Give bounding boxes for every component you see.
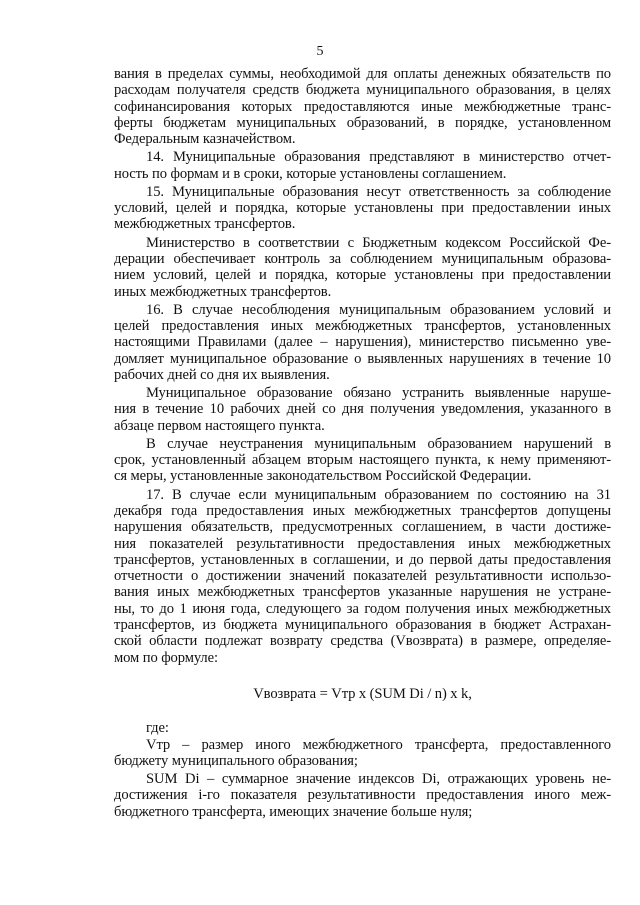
text-line: Федеральным казначейством. bbox=[114, 131, 296, 148]
text-line: В случае неустранения муниципальным образованием нарушений в bbox=[146, 435, 611, 452]
text-line: межбюджетных трансфертов. bbox=[114, 216, 296, 233]
text-line: ся меры, установленные законодательством Российской Федерации. bbox=[114, 468, 532, 485]
text-line: вания иных межбюджетных трансфертов указанные нарушения не устране- bbox=[114, 584, 611, 601]
text-line: Министерство в соответствии с Бюджетным кодексом Российской Фе- bbox=[146, 234, 611, 251]
text-line: настоящими Правилами (далее – нарушения), министерство письменно уве- bbox=[114, 334, 611, 351]
text-line: расходам получателя средств бюджета муниципального образования, в целях bbox=[114, 82, 611, 99]
where-label: где: bbox=[146, 720, 169, 737]
text-line: мом по формуле: bbox=[114, 649, 218, 666]
text-line: отчетности о достижении значений показателей результативности использо- bbox=[114, 568, 611, 585]
text-line: трансфертов, установленных в соглашении, и до первой даты предоставления bbox=[114, 551, 611, 568]
paragraph-ministry-control bbox=[114, 235, 611, 300]
text-line: SUM Di – суммарное значение индексов Di, отражающих уровень не- bbox=[146, 771, 611, 787]
text-line: трансфертов, из бюджета муниципального образования в бюджет Астрахан- bbox=[114, 617, 611, 634]
definition-sum-di bbox=[114, 771, 611, 820]
text-line: ность по формам и в сроки, которые установлены соглашением. bbox=[114, 165, 507, 182]
text-line: бюджету муниципального образования; bbox=[114, 752, 358, 769]
paragraph-obligation bbox=[114, 385, 611, 434]
page-number: 5 bbox=[316, 44, 324, 59]
text-line: целей предоставления иных межбюджетных трансфертов, установленных bbox=[114, 318, 611, 335]
text-line: дерации обеспечивает контроль за соблюдением муниципальным образова- bbox=[114, 250, 611, 267]
text-line: 14. Муниципальные образования представляют в министерство отчет- bbox=[146, 149, 611, 166]
text-line: абзаце первом настоящего пункта. bbox=[114, 417, 325, 434]
text-line: Vтр – размер иного межбюджетного трансферта, предоставленного bbox=[146, 736, 611, 753]
document-body bbox=[114, 66, 611, 822]
text-line: срок, установленный абзацем вторым настоящего пункта, к нему применяют- bbox=[114, 452, 611, 469]
text-line: 16. В случае несоблюдения муниципальным образованием условий и bbox=[146, 301, 611, 318]
text-line: достижения i-го показателя результативности предоставления иного меж- bbox=[114, 787, 611, 804]
text-line: ской области подлежат возврату средства (Vвозврата) в размере, определяе- bbox=[114, 633, 611, 650]
text-line: декабря года предоставления иных межбюджетных трансфертов допущены bbox=[114, 502, 611, 519]
text-line: домляет муниципальное образование о выявленных нарушениях в течение 10 bbox=[114, 350, 611, 367]
paragraph-17 bbox=[114, 487, 611, 666]
text-line: Муниципальное образование обязано устранить выявленные наруше- bbox=[146, 385, 611, 402]
text-line: 15. Муниципальные образования несут ответственность за соблюдение bbox=[146, 183, 611, 200]
text-line: вания в пределах суммы, необходимой для оплаты денежных обязательств по bbox=[114, 66, 611, 82]
text-line: ния в течение 10 рабочих дней со дня получения уведомления, указанного в bbox=[114, 401, 611, 418]
paragraph-continuation bbox=[114, 66, 611, 147]
text-line: бюджетного трансферта, имеющих значение больше нуля; bbox=[114, 803, 473, 820]
formula: Vвозврата = Vтр x (SUM Di / n) x k, bbox=[253, 685, 472, 702]
text-line: ния показателей результативности предоставления иных межбюджетных bbox=[114, 535, 611, 552]
text-line: нарушения обязательств, предусмотренных соглашением, в части достиже- bbox=[114, 519, 611, 536]
paragraph-16 bbox=[114, 302, 611, 383]
text-line: рабочих дней со дня их выявления. bbox=[114, 366, 330, 383]
text-line: софинансирования которых предоставляются иные межбюджетные транс- bbox=[114, 98, 611, 115]
text-line: 17. В случае если муниципальным образованием по состоянию на 31 bbox=[146, 486, 611, 503]
paragraph-measures bbox=[114, 436, 611, 485]
definition-vtr bbox=[114, 737, 611, 770]
paragraph-15 bbox=[114, 184, 611, 233]
text-line: иных межбюджетных трансфертов. bbox=[114, 283, 332, 300]
text-line: ны, то до 1 июня года, следующего за годом получения иных межбюджетных bbox=[114, 600, 611, 617]
paragraph-14 bbox=[114, 149, 611, 182]
text-line: нием условий, целей и порядка, которые установлены при предоставлении bbox=[114, 267, 611, 284]
text-line: условий, целей и порядка, которые установлены при предоставлении иных bbox=[114, 200, 611, 217]
text-line: ферты бюджетам муниципальных образований, в порядке, установленном bbox=[114, 114, 611, 131]
